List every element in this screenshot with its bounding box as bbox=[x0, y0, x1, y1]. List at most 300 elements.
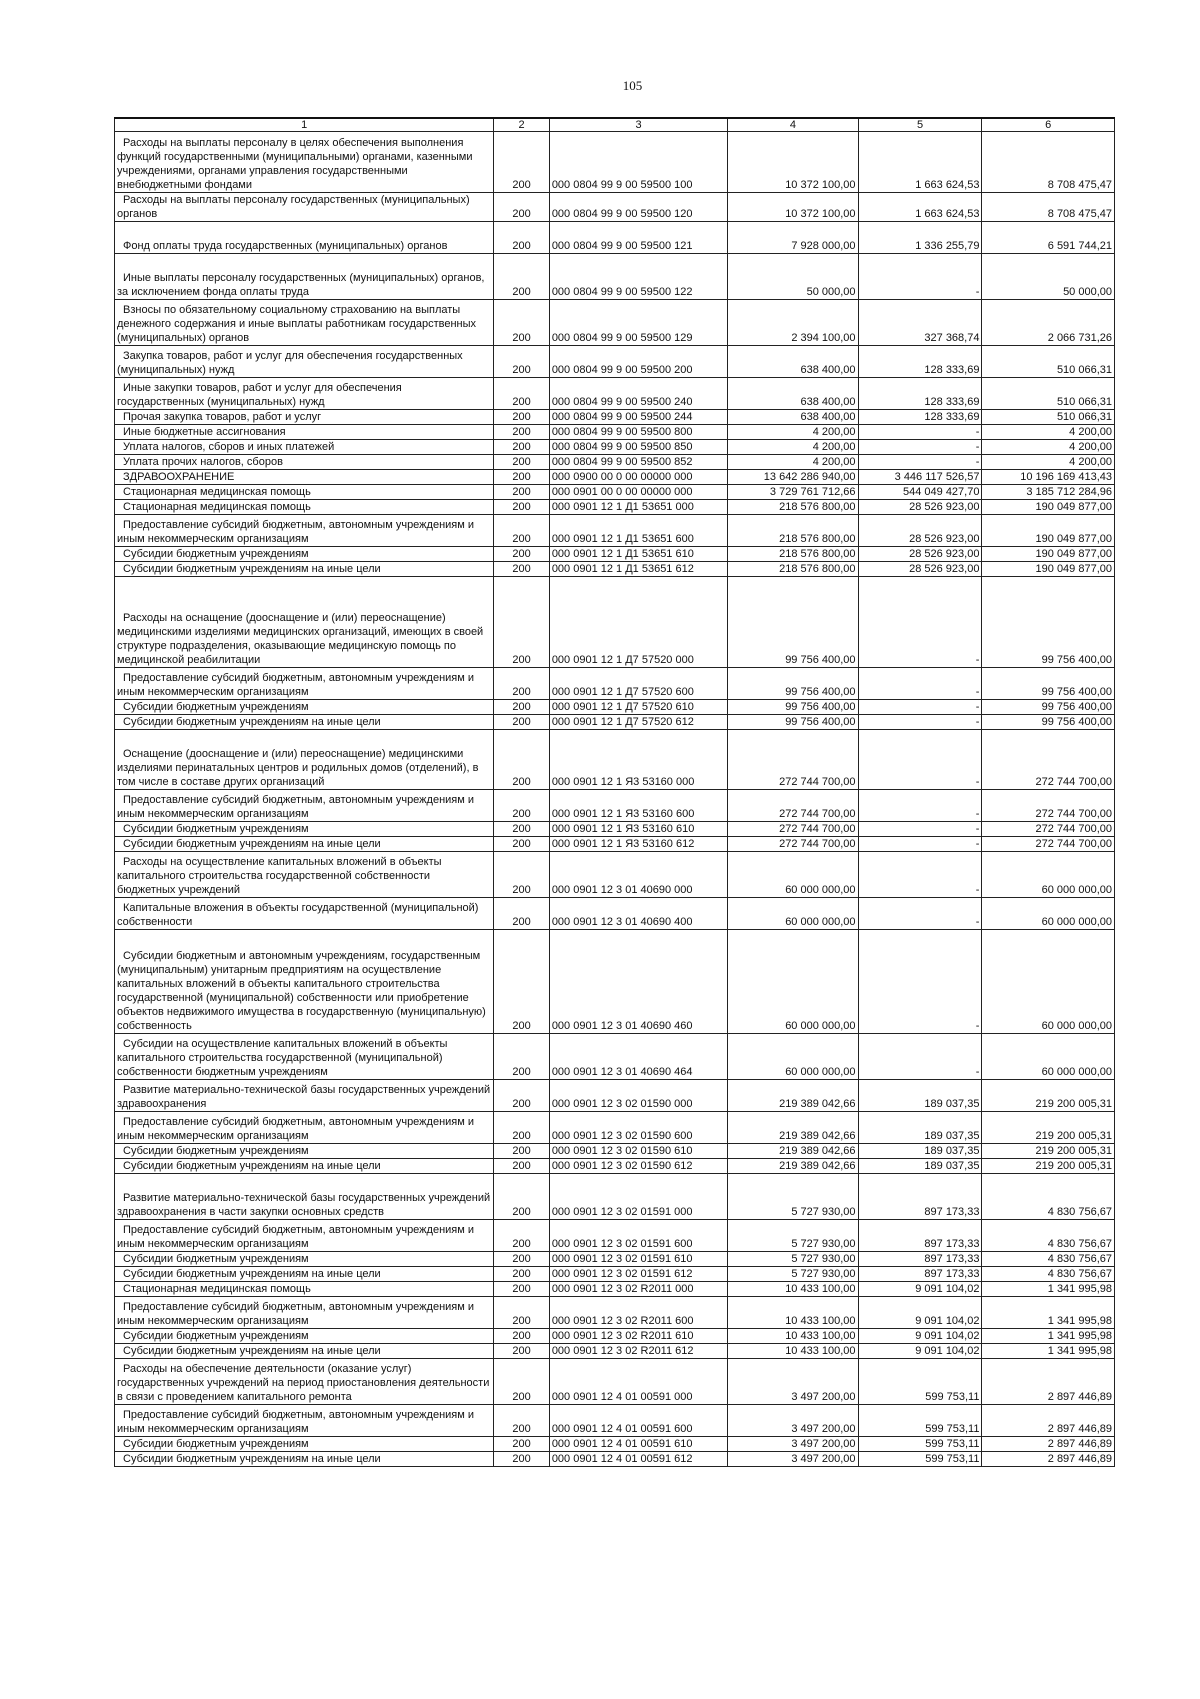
row-executed-amount: - bbox=[858, 1034, 982, 1080]
row-remaining-amount: 8 708 475,47 bbox=[982, 193, 1115, 222]
row-classification-code: 000 0901 12 1 Д7 57520 000 bbox=[549, 577, 727, 668]
table-row bbox=[115, 425, 1115, 440]
row-approved-amount: 218 576 800,00 bbox=[728, 547, 858, 562]
row-line-code: 200 bbox=[494, 668, 550, 700]
table-row bbox=[115, 132, 1115, 193]
row-classification-code: 000 0901 12 3 01 40690 000 bbox=[549, 852, 727, 898]
row-name: Предоставление субсидий бюджетным, автономным учреждениям и иным некоммерческим организациям bbox=[115, 515, 494, 547]
row-classification-code: 000 0901 12 1 Я3 53160 000 bbox=[549, 730, 727, 790]
row-remaining-amount: 50 000,00 bbox=[982, 254, 1115, 300]
row-executed-amount: - bbox=[858, 455, 982, 470]
table-row bbox=[115, 822, 1115, 837]
row-approved-amount: 10 372 100,00 bbox=[728, 132, 858, 193]
row-executed-amount: 28 526 923,00 bbox=[858, 562, 982, 577]
row-remaining-amount: 510 066,31 bbox=[982, 410, 1115, 425]
table-row bbox=[115, 837, 1115, 852]
row-name: Предоставление субсидий бюджетным, автономным учреждениям и иным некоммерческим организациям bbox=[115, 668, 494, 700]
row-classification-code: 000 0901 12 3 02 01590 610 bbox=[549, 1144, 727, 1159]
row-name: Иные выплаты персоналу государственных (муниципальных) органов, за исключением фонда оплаты труда bbox=[115, 254, 494, 300]
row-remaining-amount: 190 049 877,00 bbox=[982, 515, 1115, 547]
row-approved-amount: 219 389 042,66 bbox=[728, 1144, 858, 1159]
row-executed-amount: 544 049 427,70 bbox=[858, 485, 982, 500]
row-approved-amount: 2 394 100,00 bbox=[728, 300, 858, 346]
row-line-code: 200 bbox=[494, 440, 550, 455]
row-line-code: 200 bbox=[494, 1344, 550, 1359]
table-row bbox=[115, 1452, 1115, 1467]
table-row bbox=[115, 1437, 1115, 1452]
row-line-code: 200 bbox=[494, 730, 550, 790]
row-name: Развитие материально-технической базы государственных учреждений здравоохранения в части закупки основных средств bbox=[115, 1174, 494, 1220]
row-classification-code: 000 0804 99 9 00 59500 244 bbox=[549, 410, 727, 425]
row-remaining-amount: 4 200,00 bbox=[982, 425, 1115, 440]
row-executed-amount: 897 173,33 bbox=[858, 1252, 982, 1267]
row-line-code: 200 bbox=[494, 898, 550, 930]
row-name: Расходы на осуществление капитальных вложений в объекты капитального строительства государственной собственности бюджетных учреждений bbox=[115, 852, 494, 898]
row-executed-amount: 189 037,35 bbox=[858, 1112, 982, 1144]
row-remaining-amount: 272 744 700,00 bbox=[982, 837, 1115, 852]
row-executed-amount: - bbox=[858, 700, 982, 715]
row-classification-code: 000 0901 12 3 02 R2011 000 bbox=[549, 1282, 727, 1297]
row-classification-code: 000 0901 12 1 Д1 53651 612 bbox=[549, 562, 727, 577]
row-executed-amount: 9 091 104,02 bbox=[858, 1344, 982, 1359]
row-line-code: 200 bbox=[494, 852, 550, 898]
row-name: Субсидии бюджетным учреждениям bbox=[115, 822, 494, 837]
row-approved-amount: 219 389 042,66 bbox=[728, 1112, 858, 1144]
row-classification-code: 000 0901 12 3 01 40690 460 bbox=[549, 930, 727, 1034]
row-approved-amount: 60 000 000,00 bbox=[728, 898, 858, 930]
row-name: Стационарная медицинская помощь bbox=[115, 500, 494, 515]
row-remaining-amount: 510 066,31 bbox=[982, 346, 1115, 378]
row-executed-amount: - bbox=[858, 440, 982, 455]
row-name: Субсидии бюджетным и автономным учреждениям, государственным (муниципальным) унитарным предприятиям на осуществление капитальных вложений в объекты капитального строительства государственной (муниципальной) собственности или приобретение объектов недвижимого имущества в государственную (муниципальную) собственность bbox=[115, 930, 494, 1034]
row-name: Субсидии бюджетным учреждениям на иные цели bbox=[115, 1344, 494, 1359]
row-line-code: 200 bbox=[494, 1329, 550, 1344]
row-approved-amount: 219 389 042,66 bbox=[728, 1159, 858, 1174]
table-row bbox=[115, 562, 1115, 577]
row-remaining-amount: 99 756 400,00 bbox=[982, 700, 1115, 715]
row-line-code: 200 bbox=[494, 547, 550, 562]
table-row bbox=[115, 730, 1115, 790]
row-classification-code: 000 0804 99 9 00 59500 852 bbox=[549, 455, 727, 470]
row-executed-amount: 9 091 104,02 bbox=[858, 1329, 982, 1344]
row-classification-code: 000 0901 12 3 02 R2011 610 bbox=[549, 1329, 727, 1344]
row-approved-amount: 99 756 400,00 bbox=[728, 577, 858, 668]
row-name: Уплата налогов, сборов и иных платежей bbox=[115, 440, 494, 455]
row-name: Расходы на выплаты персоналу в целях обеспечения выполнения функций государственными (муниципальными) органами, казенными учреждениями, органами управления государственными внебюджетными фондами bbox=[115, 132, 494, 193]
row-approved-amount: 272 744 700,00 bbox=[728, 790, 858, 822]
row-executed-amount: 189 037,35 bbox=[858, 1144, 982, 1159]
row-approved-amount: 60 000 000,00 bbox=[728, 1034, 858, 1080]
row-approved-amount: 10 372 100,00 bbox=[728, 193, 858, 222]
table-row bbox=[115, 440, 1115, 455]
row-remaining-amount: 60 000 000,00 bbox=[982, 930, 1115, 1034]
table-row bbox=[115, 410, 1115, 425]
row-classification-code: 000 0804 99 9 00 59500 121 bbox=[549, 222, 727, 254]
table-row bbox=[115, 715, 1115, 730]
row-name: Субсидии бюджетным учреждениям на иные цели bbox=[115, 562, 494, 577]
table-row bbox=[115, 1144, 1115, 1159]
row-approved-amount: 99 756 400,00 bbox=[728, 700, 858, 715]
row-name: Стационарная медицинская помощь bbox=[115, 1282, 494, 1297]
table-row bbox=[115, 1344, 1115, 1359]
row-classification-code: 000 0901 12 1 Я3 53160 612 bbox=[549, 837, 727, 852]
row-classification-code: 000 0901 12 3 02 01590 000 bbox=[549, 1080, 727, 1112]
table-row bbox=[115, 1252, 1115, 1267]
row-remaining-amount: 4 200,00 bbox=[982, 440, 1115, 455]
row-name: Предоставление субсидий бюджетным, автономным учреждениям и иным некоммерческим организациям bbox=[115, 1220, 494, 1252]
row-executed-amount: 28 526 923,00 bbox=[858, 515, 982, 547]
table-row bbox=[115, 1159, 1115, 1174]
row-remaining-amount: 1 341 995,98 bbox=[982, 1344, 1115, 1359]
table-row bbox=[115, 500, 1115, 515]
row-line-code: 200 bbox=[494, 1359, 550, 1405]
row-line-code: 200 bbox=[494, 346, 550, 378]
row-name: Стационарная медицинская помощь bbox=[115, 485, 494, 500]
row-approved-amount: 3 497 200,00 bbox=[728, 1437, 858, 1452]
row-approved-amount: 272 744 700,00 bbox=[728, 822, 858, 837]
row-remaining-amount: 1 341 995,98 bbox=[982, 1297, 1115, 1329]
row-name: Капитальные вложения в объекты государственной (муниципальной) собственности bbox=[115, 898, 494, 930]
row-line-code: 200 bbox=[494, 222, 550, 254]
row-line-code: 200 bbox=[494, 1267, 550, 1282]
row-name: Фонд оплаты труда государственных (муниципальных) органов bbox=[115, 222, 494, 254]
row-name: Закупка товаров, работ и услуг для обеспечения государственных (муниципальных) нужд bbox=[115, 346, 494, 378]
table-row bbox=[115, 300, 1115, 346]
column-number: 2 bbox=[494, 118, 550, 132]
row-approved-amount: 60 000 000,00 bbox=[728, 852, 858, 898]
row-name: ЗДРАВООХРАНЕНИЕ bbox=[115, 470, 494, 485]
row-line-code: 200 bbox=[494, 132, 550, 193]
row-name: Предоставление субсидий бюджетным, автономным учреждениям и иным некоммерческим организациям bbox=[115, 1297, 494, 1329]
row-remaining-amount: 1 341 995,98 bbox=[982, 1282, 1115, 1297]
row-remaining-amount: 4 830 756,67 bbox=[982, 1267, 1115, 1282]
row-executed-amount: - bbox=[858, 425, 982, 440]
row-classification-code: 000 0901 12 3 02 R2011 600 bbox=[549, 1297, 727, 1329]
row-line-code: 200 bbox=[494, 193, 550, 222]
row-executed-amount: 599 753,11 bbox=[858, 1405, 982, 1437]
row-line-code: 200 bbox=[494, 378, 550, 410]
row-executed-amount: 128 333,69 bbox=[858, 378, 982, 410]
row-classification-code: 000 0901 00 0 00 00000 000 bbox=[549, 485, 727, 500]
row-remaining-amount: 99 756 400,00 bbox=[982, 715, 1115, 730]
row-approved-amount: 13 642 286 940,00 bbox=[728, 470, 858, 485]
row-remaining-amount: 60 000 000,00 bbox=[982, 852, 1115, 898]
row-approved-amount: 218 576 800,00 bbox=[728, 500, 858, 515]
row-line-code: 200 bbox=[494, 500, 550, 515]
row-line-code: 200 bbox=[494, 1252, 550, 1267]
row-line-code: 200 bbox=[494, 1282, 550, 1297]
row-remaining-amount: 60 000 000,00 bbox=[982, 898, 1115, 930]
row-approved-amount: 99 756 400,00 bbox=[728, 715, 858, 730]
table-row bbox=[115, 1282, 1115, 1297]
row-approved-amount: 272 744 700,00 bbox=[728, 837, 858, 852]
row-executed-amount: 599 753,11 bbox=[858, 1437, 982, 1452]
row-name: Субсидии бюджетным учреждениям на иные цели bbox=[115, 837, 494, 852]
row-line-code: 200 bbox=[494, 1220, 550, 1252]
row-remaining-amount: 10 196 169 413,43 bbox=[982, 470, 1115, 485]
row-classification-code: 000 0901 12 1 Д1 53651 000 bbox=[549, 500, 727, 515]
column-number: 3 bbox=[549, 118, 727, 132]
row-executed-amount: - bbox=[858, 668, 982, 700]
row-name: Субсидии бюджетным учреждениям bbox=[115, 1329, 494, 1344]
row-remaining-amount: 60 000 000,00 bbox=[982, 1034, 1115, 1080]
row-executed-amount: 897 173,33 bbox=[858, 1267, 982, 1282]
table-row bbox=[115, 515, 1115, 547]
row-line-code: 200 bbox=[494, 410, 550, 425]
row-remaining-amount: 4 830 756,67 bbox=[982, 1220, 1115, 1252]
row-line-code: 200 bbox=[494, 254, 550, 300]
row-name: Субсидии бюджетным учреждениям на иные цели bbox=[115, 1159, 494, 1174]
table-row bbox=[115, 254, 1115, 300]
row-executed-amount: 1 663 624,53 bbox=[858, 193, 982, 222]
row-remaining-amount: 1 341 995,98 bbox=[982, 1329, 1115, 1344]
row-executed-amount: 897 173,33 bbox=[858, 1220, 982, 1252]
row-executed-amount: 28 526 923,00 bbox=[858, 500, 982, 515]
row-remaining-amount: 272 744 700,00 bbox=[982, 730, 1115, 790]
row-approved-amount: 5 727 930,00 bbox=[728, 1174, 858, 1220]
row-remaining-amount: 510 066,31 bbox=[982, 378, 1115, 410]
row-line-code: 200 bbox=[494, 515, 550, 547]
row-classification-code: 000 0901 12 3 02 01591 000 bbox=[549, 1174, 727, 1220]
row-name: Предоставление субсидий бюджетным, автономным учреждениям и иным некоммерческим организациям bbox=[115, 1112, 494, 1144]
row-classification-code: 000 0901 12 1 Д1 53651 600 bbox=[549, 515, 727, 547]
budget-execution-table bbox=[114, 117, 1115, 1467]
row-remaining-amount: 4 830 756,67 bbox=[982, 1174, 1115, 1220]
row-approved-amount: 3 497 200,00 bbox=[728, 1405, 858, 1437]
table-row bbox=[115, 930, 1115, 1034]
row-approved-amount: 5 727 930,00 bbox=[728, 1267, 858, 1282]
row-executed-amount: 3 446 117 526,57 bbox=[858, 470, 982, 485]
row-executed-amount: - bbox=[858, 837, 982, 852]
row-approved-amount: 3 497 200,00 bbox=[728, 1452, 858, 1467]
row-remaining-amount: 8 708 475,47 bbox=[982, 132, 1115, 193]
row-approved-amount: 4 200,00 bbox=[728, 425, 858, 440]
row-line-code: 200 bbox=[494, 790, 550, 822]
row-approved-amount: 638 400,00 bbox=[728, 346, 858, 378]
row-classification-code: 000 0901 12 4 01 00591 000 bbox=[549, 1359, 727, 1405]
row-executed-amount: - bbox=[858, 577, 982, 668]
table-row bbox=[115, 193, 1115, 222]
table-row bbox=[115, 1220, 1115, 1252]
row-remaining-amount: 219 200 005,31 bbox=[982, 1112, 1115, 1144]
row-approved-amount: 10 433 100,00 bbox=[728, 1329, 858, 1344]
row-classification-code: 000 0901 12 1 Д1 53651 610 bbox=[549, 547, 727, 562]
row-line-code: 200 bbox=[494, 562, 550, 577]
row-executed-amount: 9 091 104,02 bbox=[858, 1282, 982, 1297]
row-name: Иные бюджетные ассигнования bbox=[115, 425, 494, 440]
column-number-row bbox=[115, 118, 1115, 132]
row-name: Субсидии бюджетным учреждениям на иные цели bbox=[115, 715, 494, 730]
row-executed-amount: 189 037,35 bbox=[858, 1080, 982, 1112]
row-classification-code: 000 0901 12 3 02 01590 612 bbox=[549, 1159, 727, 1174]
row-remaining-amount: 6 591 744,21 bbox=[982, 222, 1115, 254]
row-remaining-amount: 99 756 400,00 bbox=[982, 668, 1115, 700]
row-line-code: 200 bbox=[494, 1297, 550, 1329]
row-executed-amount: - bbox=[858, 898, 982, 930]
row-executed-amount: 128 333,69 bbox=[858, 346, 982, 378]
row-classification-code: 000 0804 99 9 00 59500 800 bbox=[549, 425, 727, 440]
row-line-code: 200 bbox=[494, 300, 550, 346]
table-row bbox=[115, 1405, 1115, 1437]
table-row bbox=[115, 1359, 1115, 1405]
row-name: Субсидии на осуществление капитальных вложений в объекты капитального строительства государственной (муниципальной) собственности бюджетным учреждениям bbox=[115, 1034, 494, 1080]
row-classification-code: 000 0804 99 9 00 59500 100 bbox=[549, 132, 727, 193]
row-executed-amount: - bbox=[858, 852, 982, 898]
table-row bbox=[115, 222, 1115, 254]
row-remaining-amount: 2 897 446,89 bbox=[982, 1452, 1115, 1467]
row-approved-amount: 3 497 200,00 bbox=[728, 1359, 858, 1405]
row-classification-code: 000 0901 12 3 01 40690 464 bbox=[549, 1034, 727, 1080]
table-row bbox=[115, 455, 1115, 470]
row-approved-amount: 218 576 800,00 bbox=[728, 562, 858, 577]
row-name: Иные закупки товаров, работ и услуг для обеспечения государственных (муниципальных) нужд bbox=[115, 378, 494, 410]
row-line-code: 200 bbox=[494, 1452, 550, 1467]
row-remaining-amount: 219 200 005,31 bbox=[982, 1080, 1115, 1112]
row-approved-amount: 4 200,00 bbox=[728, 455, 858, 470]
table-row bbox=[115, 700, 1115, 715]
row-approved-amount: 218 576 800,00 bbox=[728, 515, 858, 547]
row-executed-amount: 28 526 923,00 bbox=[858, 547, 982, 562]
row-line-code: 200 bbox=[494, 455, 550, 470]
row-approved-amount: 10 433 100,00 bbox=[728, 1344, 858, 1359]
table-row bbox=[115, 1267, 1115, 1282]
row-remaining-amount: 190 049 877,00 bbox=[982, 562, 1115, 577]
row-remaining-amount: 2 897 446,89 bbox=[982, 1359, 1115, 1405]
row-executed-amount: - bbox=[858, 790, 982, 822]
row-classification-code: 000 0804 99 9 00 59500 129 bbox=[549, 300, 727, 346]
table-row bbox=[115, 577, 1115, 668]
table-row bbox=[115, 898, 1115, 930]
row-approved-amount: 7 928 000,00 bbox=[728, 222, 858, 254]
row-name: Развитие материально-технической базы государственных учреждений здравоохранения bbox=[115, 1080, 494, 1112]
column-number: 1 bbox=[115, 118, 494, 132]
row-name: Предоставление субсидий бюджетным, автономным учреждениям и иным некоммерческим организациям bbox=[115, 790, 494, 822]
row-name: Субсидии бюджетным учреждениям bbox=[115, 700, 494, 715]
row-classification-code: 000 0901 12 3 02 01590 600 bbox=[549, 1112, 727, 1144]
row-line-code: 200 bbox=[494, 1437, 550, 1452]
row-approved-amount: 4 200,00 bbox=[728, 440, 858, 455]
row-remaining-amount: 272 744 700,00 bbox=[982, 822, 1115, 837]
row-classification-code: 000 0901 12 1 Д7 57520 600 bbox=[549, 668, 727, 700]
row-executed-amount: 599 753,11 bbox=[858, 1359, 982, 1405]
row-name: Субсидии бюджетным учреждениям bbox=[115, 1437, 494, 1452]
row-name: Прочая закупка товаров, работ и услуг bbox=[115, 410, 494, 425]
row-name: Субсидии бюджетным учреждениям bbox=[115, 1252, 494, 1267]
row-line-code: 200 bbox=[494, 700, 550, 715]
row-line-code: 200 bbox=[494, 930, 550, 1034]
row-classification-code: 000 0901 12 3 02 01591 612 bbox=[549, 1267, 727, 1282]
row-line-code: 200 bbox=[494, 1112, 550, 1144]
row-classification-code: 000 0901 12 4 01 00591 600 bbox=[549, 1405, 727, 1437]
row-line-code: 200 bbox=[494, 577, 550, 668]
row-remaining-amount: 99 756 400,00 bbox=[982, 577, 1115, 668]
table-row bbox=[115, 485, 1115, 500]
row-executed-amount: 189 037,35 bbox=[858, 1159, 982, 1174]
row-line-code: 200 bbox=[494, 425, 550, 440]
row-name: Субсидии бюджетным учреждениям bbox=[115, 1144, 494, 1159]
table-row bbox=[115, 1112, 1115, 1144]
row-classification-code: 000 0901 12 3 02 R2011 612 bbox=[549, 1344, 727, 1359]
table-row bbox=[115, 346, 1115, 378]
row-classification-code: 000 0804 99 9 00 59500 122 bbox=[549, 254, 727, 300]
row-name: Оснащение (дооснащение и (или) переоснащение) медицинскими изделиями перинатальных центров и родильных домов (отделений), в том числе в составе других организаций bbox=[115, 730, 494, 790]
page-number: 105 bbox=[622, 78, 643, 93]
table-row bbox=[115, 852, 1115, 898]
row-name: Субсидии бюджетным учреждениям на иные цели bbox=[115, 1452, 494, 1467]
row-line-code: 200 bbox=[494, 822, 550, 837]
row-name: Взносы по обязательному социальному страхованию на выплаты денежного содержания и иные выплаты работникам государственных (муниципальных) органов bbox=[115, 300, 494, 346]
row-approved-amount: 99 756 400,00 bbox=[728, 668, 858, 700]
row-line-code: 200 bbox=[494, 715, 550, 730]
row-executed-amount: - bbox=[858, 715, 982, 730]
row-line-code: 200 bbox=[494, 837, 550, 852]
row-classification-code: 000 0901 12 1 Д7 57520 610 bbox=[549, 700, 727, 715]
row-name: Расходы на оснащение (дооснащение и (или) переоснащение) медицинскими изделиями медицинских организаций, имеющих в своей структуре подразделения, оказывающие медицинскую помощь по медицинской реабилитации bbox=[115, 577, 494, 668]
row-remaining-amount: 4 200,00 bbox=[982, 455, 1115, 470]
row-remaining-amount: 190 049 877,00 bbox=[982, 547, 1115, 562]
row-remaining-amount: 219 200 005,31 bbox=[982, 1144, 1115, 1159]
row-name: Субсидии бюджетным учреждениям на иные цели bbox=[115, 1267, 494, 1282]
row-line-code: 200 bbox=[494, 1034, 550, 1080]
row-approved-amount: 10 433 100,00 bbox=[728, 1282, 858, 1297]
row-remaining-amount: 190 049 877,00 bbox=[982, 500, 1115, 515]
table-row bbox=[115, 790, 1115, 822]
row-executed-amount: 897 173,33 bbox=[858, 1174, 982, 1220]
table-row bbox=[115, 1034, 1115, 1080]
row-executed-amount: 1 336 255,79 bbox=[858, 222, 982, 254]
row-approved-amount: 10 433 100,00 bbox=[728, 1297, 858, 1329]
row-approved-amount: 638 400,00 bbox=[728, 410, 858, 425]
row-executed-amount: 1 663 624,53 bbox=[858, 132, 982, 193]
row-executed-amount: 327 368,74 bbox=[858, 300, 982, 346]
row-name: Расходы на обеспечение деятельности (оказание услуг) государственных учреждений на период приостановления деятельности в связи с проведением капитального ремонта bbox=[115, 1359, 494, 1405]
row-executed-amount: 128 333,69 bbox=[858, 410, 982, 425]
table-row bbox=[115, 1080, 1115, 1112]
row-classification-code: 000 0901 12 1 Я3 53160 610 bbox=[549, 822, 727, 837]
row-classification-code: 000 0900 00 0 00 00000 000 bbox=[549, 470, 727, 485]
row-remaining-amount: 272 744 700,00 bbox=[982, 790, 1115, 822]
table-row bbox=[115, 547, 1115, 562]
row-name: Предоставление субсидий бюджетным, автономным учреждениям и иным некоммерческим организациям bbox=[115, 1405, 494, 1437]
table-row bbox=[115, 668, 1115, 700]
row-executed-amount: - bbox=[858, 730, 982, 790]
row-classification-code: 000 0901 12 4 01 00591 612 bbox=[549, 1452, 727, 1467]
row-line-code: 200 bbox=[494, 1174, 550, 1220]
row-remaining-amount: 2 066 731,26 bbox=[982, 300, 1115, 346]
table-row bbox=[115, 1329, 1115, 1344]
row-classification-code: 000 0901 12 3 02 01591 610 bbox=[549, 1252, 727, 1267]
table-row bbox=[115, 470, 1115, 485]
column-number: 6 bbox=[982, 118, 1115, 132]
row-classification-code: 000 0901 12 4 01 00591 610 bbox=[549, 1437, 727, 1452]
row-approved-amount: 272 744 700,00 bbox=[728, 730, 858, 790]
row-classification-code: 000 0901 12 3 02 01591 600 bbox=[549, 1220, 727, 1252]
row-remaining-amount: 2 897 446,89 bbox=[982, 1405, 1115, 1437]
row-approved-amount: 5 727 930,00 bbox=[728, 1220, 858, 1252]
row-approved-amount: 638 400,00 bbox=[728, 378, 858, 410]
row-classification-code: 000 0901 12 1 Д7 57520 612 bbox=[549, 715, 727, 730]
row-line-code: 200 bbox=[494, 485, 550, 500]
row-line-code: 200 bbox=[494, 470, 550, 485]
row-approved-amount: 5 727 930,00 bbox=[728, 1252, 858, 1267]
row-remaining-amount: 2 897 446,89 bbox=[982, 1437, 1115, 1452]
row-approved-amount: 60 000 000,00 bbox=[728, 930, 858, 1034]
column-number: 5 bbox=[858, 118, 982, 132]
row-remaining-amount: 3 185 712 284,96 bbox=[982, 485, 1115, 500]
row-line-code: 200 bbox=[494, 1080, 550, 1112]
row-name: Уплата прочих налогов, сборов bbox=[115, 455, 494, 470]
row-approved-amount: 3 729 761 712,66 bbox=[728, 485, 858, 500]
